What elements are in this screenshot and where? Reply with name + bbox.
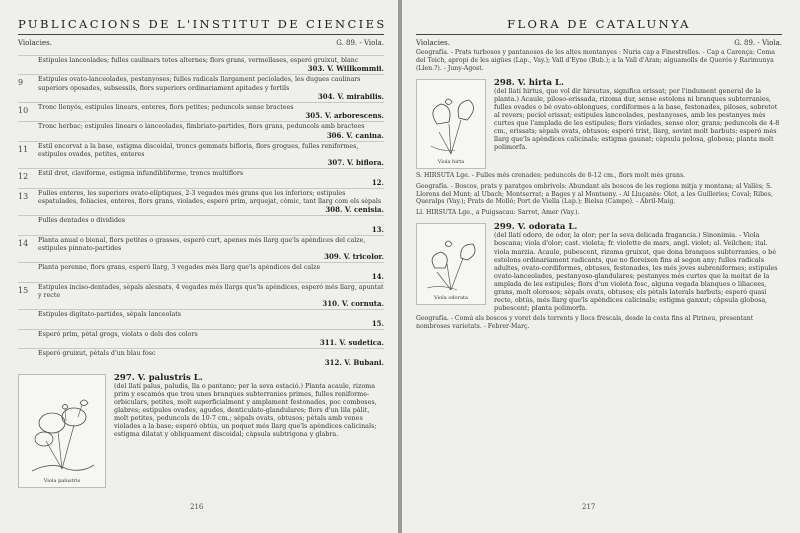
key-species: 312. V. Bubani. bbox=[324, 357, 384, 367]
species-text: (del llatí palus, paludis, lla o pantano; per la seva estació.) Planta acaule, rizoma prim y escamós que treu unes branques subterranies primes, fulles reniforme-orbiculars, petites, molt superficialment y amplament festonades, poc comboses, glabres; estipules ovades, agudes, denticulato-glandulares; flors d'un lila pàlit, molt petites, peduncols de 10-7 cm.; sèpals ovats, obtusos; pètals amb venes violades a la base; esperó obtús, un poquet més llarg que'ls apèndices calicinals; estigma dilatat y obliquament discoidal; càpsula subtrigona y glabra. bbox=[114, 381, 377, 439]
key-species: 303. V. Willkommii. bbox=[307, 64, 384, 74]
right-section-label: Violacies. bbox=[416, 39, 450, 47]
key-species: 15. bbox=[371, 318, 384, 328]
key-number: 14 bbox=[18, 238, 29, 248]
key-row bbox=[18, 74, 384, 102]
geography-palustris: Geografía. - Prats turbosos y pantanosos de les altes montanyes : Nuria cap a Finestrelles. - Cap a Carença: Coma del Teich, apropi de les aigües (Lap., Vay.); Vall d'Eyne (Bub.); a la Vall d'Aran; aiguamolls de Querós y Rarimunya (Llen.?). - Juny-Agost. bbox=[416, 49, 775, 72]
key-text bbox=[38, 143, 384, 168]
identification-key bbox=[18, 55, 384, 368]
key-description: Estipules ovato-lanceolades, pestanyoses; fulles radicals llargament peciolades, les dugues caulinars superiors oposades, subsessils, flors superiors ordinariament apitades y fertils bbox=[38, 76, 361, 92]
viola-odorata-illustration bbox=[416, 223, 486, 305]
key-row bbox=[18, 102, 384, 121]
key-row bbox=[18, 121, 384, 140]
key-text bbox=[38, 104, 384, 120]
key-row bbox=[18, 329, 384, 348]
key-row bbox=[18, 215, 384, 234]
key-species: 12. bbox=[371, 177, 384, 187]
key-description: Fulles dentades o dividides bbox=[38, 217, 125, 225]
key-number: 13 bbox=[18, 191, 29, 201]
right-page bbox=[402, 0, 800, 533]
key-species: 310. V. cornuta. bbox=[322, 299, 384, 309]
right-header: FLORA DE CATALUNYA bbox=[507, 17, 691, 31]
illustration-caption: Viola odorata bbox=[434, 295, 468, 302]
species-title: 297. V. palustris L. bbox=[114, 372, 203, 383]
key-text bbox=[38, 284, 384, 309]
geography-odorata: Geografía. - Comú als boscos y voret dels torrents y llocs frescals, desde la costa fins al Pirineu, presentant nombroses varietats. - Febrer-Març. bbox=[416, 315, 754, 331]
illustration-caption: Viola hirta bbox=[437, 158, 465, 165]
species-title: 299. V. odorata L. bbox=[494, 222, 578, 233]
key-species: 305. V. arborescens. bbox=[305, 111, 384, 121]
key-description: Estil encorvat a la base, estigma discoidal, troncs gemmats bifloris, flors grogues, fulles reniformes, estipules ovades, petites, enteres bbox=[38, 142, 359, 159]
left-running-head: G. 89. - Viola. bbox=[336, 39, 384, 47]
key-row bbox=[18, 309, 384, 328]
right-subheader bbox=[416, 39, 782, 47]
viola-palustris-illustration bbox=[18, 374, 106, 488]
left-page bbox=[0, 0, 398, 533]
key-number: 15 bbox=[18, 285, 29, 295]
key-description: Esperó gruixut, pètals d'un blau fosc bbox=[38, 350, 156, 358]
key-row bbox=[18, 282, 384, 310]
geography-hirta: Geografía. - Boscos, prats y paratges ombrivols: Abundant als boscos de les regions mitja y montana; al Vallès; S. Llorens del Munt; al Ubach; Montserrat; a Bages y al Montseny. - Al Lluçanès: Olot, a les Guilleries; Coval; Ribes, Queralps (Vay.); Prats de Molló; Port de Viella (Lap.); Bielsa (Campo). - Abril-Maig. bbox=[416, 182, 773, 206]
species-entry-palustris bbox=[18, 374, 384, 488]
key-number: 11 bbox=[18, 144, 29, 154]
key-description: Planta anual o bienal, flors petites o grasses, esperó curt, apenes més llarg que'ls apèndices del calze, estipules pinnato-partides bbox=[38, 236, 366, 253]
key-text bbox=[38, 331, 384, 347]
key-number: 12 bbox=[18, 172, 29, 182]
key-description: Estil dret, claviforme, estigma infundibliforme, troncs multiflors bbox=[38, 170, 244, 178]
species-description bbox=[486, 79, 782, 169]
viola-odorata-drawing bbox=[419, 228, 483, 294]
species-entry-hirta bbox=[416, 79, 782, 169]
key-text bbox=[38, 123, 384, 139]
key-number: 10 bbox=[18, 106, 29, 116]
key-species: 13. bbox=[371, 224, 384, 234]
viola-hirta-illustration bbox=[416, 79, 486, 169]
species-text: (del llatí hirtus, que vol dir hirsutus, significa erissat; per l'indument general de la planta.) Acaule, piloso-erissada, rizoma dur, sense estolons ni branques subterranies, fulles ovades o bé ovato-oblongues, cordiformes a la base, festonades, piloses, sobretot al revers; peciol erissat; estipules lanceolades, pestanyoses, amb les pestanyes més curtes que l'amplada de les estipules; flors violades, sense olor, grans; peduncols de 4-8 cm., erissats; sèpals ovats, obtusos; esperó trist, llarg, sovint molt barbuts; esperó més llarg que'ls apèndices calicinals; estigma gaunat; càpsula pelosa, globosa; planta molt polimorfa. bbox=[494, 86, 780, 152]
key-text bbox=[38, 57, 384, 73]
key-row bbox=[18, 141, 384, 169]
key-text bbox=[38, 217, 384, 233]
key-description: Tronc llenyós, estipules linears, enteres, flors petites; peduncols sense bractees bbox=[38, 104, 294, 112]
right-page-number: 217 bbox=[582, 503, 596, 511]
left-page-number: 216 bbox=[190, 503, 204, 511]
key-description: Esperó prim, pètal grogs, violats o dels dos colors bbox=[38, 330, 198, 338]
key-description: Fulles enteres, les superiors ovato-elíptiques, 2-3 vegades més grans que les inferiors; estipules espatulades, foliacies, enteres, flors grans, violades, esperó prim, arquejat, còmic, tant llarg com els sèpals bbox=[38, 189, 382, 206]
key-description: Planta perenne, flors grans, esperó llarg, 3 vegades més llarg que'ls apèndices del calze bbox=[38, 264, 321, 272]
key-species: 311. V. sudetica. bbox=[319, 338, 384, 348]
viola-hirta-drawing bbox=[419, 84, 483, 158]
left-header: PUBLICACIONS DE L'INSTITUT DE CIENCIES bbox=[18, 17, 387, 31]
key-description: Tronc herbac; estipules linears o lanceolades, fimbriato-partides, flors grans, peduncols amb bractees bbox=[38, 123, 365, 131]
key-species: 308. V. cenisia. bbox=[325, 205, 384, 215]
geography-hirsuta: Ll. HIRSUTA Lge., a Puigsacau: Sarret, Amer (Vay.). bbox=[416, 209, 580, 217]
key-description: Estipules digitato-partides, sèpals lanceolats bbox=[38, 311, 181, 319]
left-section-label: Violacies. bbox=[18, 39, 52, 47]
key-species: 14. bbox=[371, 271, 384, 281]
species-title: 298. V. hirta L. bbox=[494, 77, 564, 88]
key-number: 9 bbox=[18, 78, 24, 88]
key-text bbox=[38, 350, 384, 366]
key-row bbox=[18, 348, 384, 367]
key-description: Estipules lanceolades; fulles caulinars totes alternes; flors grans, vermellases, esperó gruixut, blanc bbox=[38, 57, 359, 64]
key-row bbox=[18, 168, 384, 187]
key-row bbox=[18, 188, 384, 216]
key-description: Estipules inciso-dentades, sèpals alesnats, 4 vegades més llargs que'ls apèndices, esperó més llarg, apuntat y recte bbox=[38, 283, 384, 300]
key-species: 307. V. biflora. bbox=[327, 158, 384, 168]
key-text bbox=[38, 264, 384, 280]
left-header-rule bbox=[18, 34, 384, 35]
species-description bbox=[486, 223, 782, 312]
species-description bbox=[106, 374, 384, 488]
key-text bbox=[38, 170, 384, 186]
illustration-caption: Viola palustris bbox=[43, 477, 81, 484]
key-row bbox=[18, 55, 384, 74]
species-text: (del llatí odoro, de odor, la olor; per la seva delicada fragancia.) Sinonimia. - Viola boscana; viola d'olor; cast. violeta; fr. violette de mars, angl. violet; al. Veilchen; ital. viola marzia. Acaule, pubescent, rizoma gruixut, que dona branques subterranies, o bé estolons ordinariament radicants, que no floreixen fins al segon any; fulles radicals adultes, ovato-cordiformes, obtuses, festonades, les més joves subreniformes; estipules ovato-lanceolades, pestanyoso-glandulares; pestanyes més curtes que la meitat de la amplada de les estipules; flors d'un violeta fosc, alguna vegada blanques o liliacees, grans, molt olorosos; sèpals ovats, obtusos; els pètals laterals barbuts; esperó quasi recte, obtús, més llarg que'ls apèndices calicinals; estigma ganxut; càpsula globosa, pubescent; planta polimorfa. bbox=[494, 231, 778, 313]
left-subheader bbox=[18, 39, 384, 47]
key-row bbox=[18, 262, 384, 281]
hirsuta-note: S. HIRSUTA Lge. - Fulles més crenades; peduncols de 8-12 cm., flors molt més grans. bbox=[416, 171, 686, 179]
right-running-head: G. 89. - Viola. bbox=[734, 39, 782, 47]
species-entry-odorata bbox=[416, 223, 782, 312]
key-species: 306. V. canina. bbox=[326, 130, 384, 140]
key-species: 304. V. mirabilis. bbox=[317, 91, 384, 101]
key-row bbox=[18, 235, 384, 263]
key-text bbox=[38, 237, 384, 262]
key-text bbox=[38, 76, 384, 101]
key-text bbox=[38, 311, 384, 327]
right-header-rule bbox=[416, 34, 782, 35]
viola-palustris-drawing bbox=[22, 381, 102, 477]
key-text bbox=[38, 190, 384, 215]
key-species: 309. V. tricolor. bbox=[324, 252, 384, 262]
